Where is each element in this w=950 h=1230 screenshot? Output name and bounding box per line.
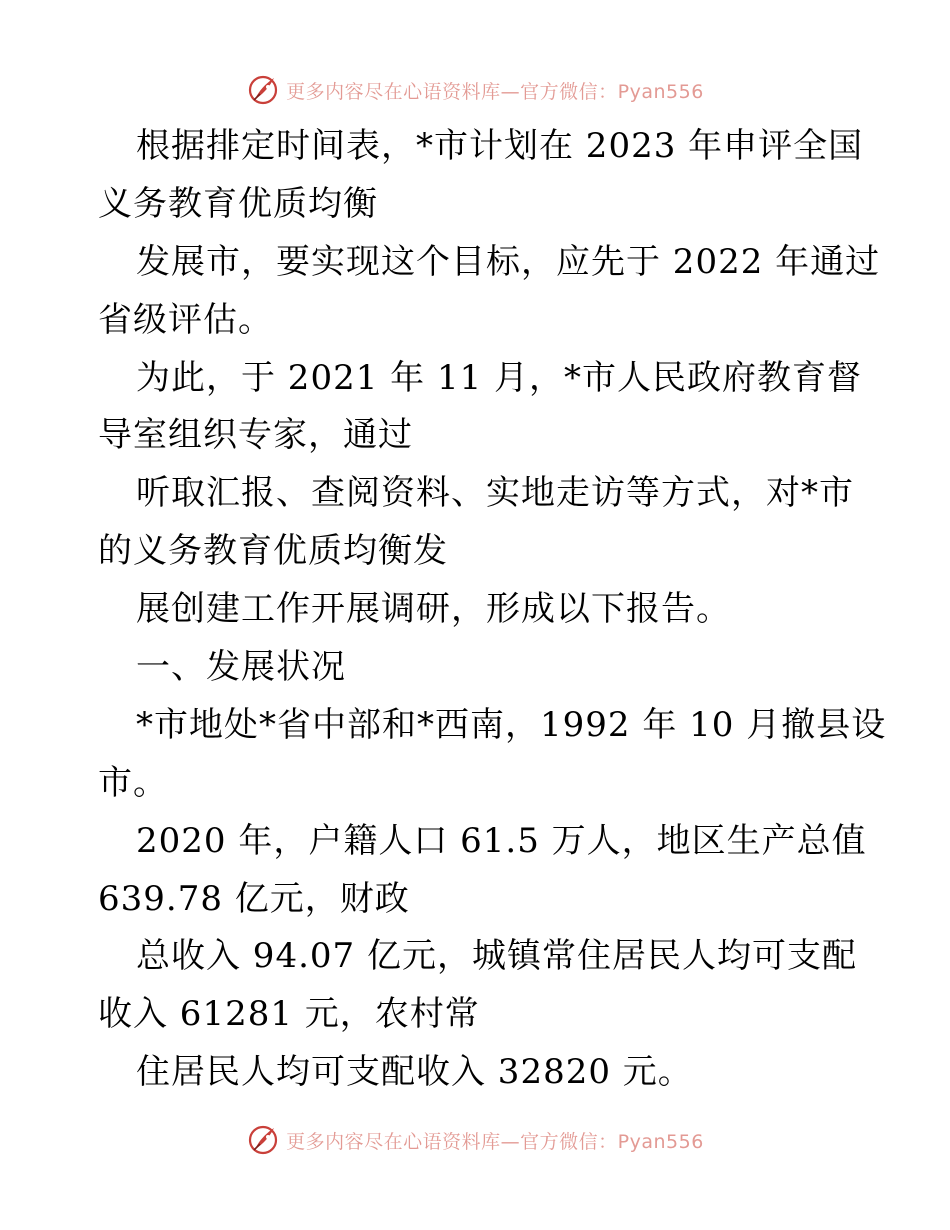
feather-pen-logo-icon — [246, 1123, 280, 1157]
header-watermark-banner — [0, 70, 950, 110]
text-line: 639.78 亿元，财政 — [98, 878, 410, 919]
text-line: 导室组织专家，通过 — [98, 415, 413, 456]
text-line: 为此，于 2021 年 11 月，*市人民政府教育督 — [136, 357, 863, 398]
body-text — [98, 118, 887, 1102]
text-line: *市地处*省中部和*西南，1992 年 10 月撤县设 — [136, 704, 887, 745]
text-line: 的义务教育优质均衡发 — [98, 531, 448, 572]
text-line: 2020 年，户籍人口 61.5 万人，地区生产总值 — [136, 820, 867, 861]
text-line: 展创建工作开展调研，形成以下报告。 — [136, 589, 731, 630]
text-line: 省级评估。 — [98, 299, 273, 340]
text-line: 根据排定时间表，*市计划在 2023 年申评全国 — [136, 126, 864, 166]
banner-text: 更多内容尽在心语资料库—官方微信：Pyan556 — [286, 1130, 704, 1153]
text-line: 住居民人均可支配收入 32820 元。 — [136, 1052, 693, 1093]
footer-watermark-banner — [0, 1120, 950, 1160]
text-line: 义务教育优质均衡 — [98, 183, 378, 224]
text-line: 市。 — [98, 762, 168, 803]
text-line: 一、发展状况 — [136, 647, 346, 688]
text-line: 总收入 94.07 亿元，城镇常住居民人均可支配 — [136, 936, 857, 977]
text-line: 听取汇报、查阅资料、实地走访等方式，对*市 — [136, 473, 854, 514]
feather-pen-logo-icon — [246, 73, 280, 107]
text-line: 发展市，要实现这个目标，应先于 2022 年通过 — [136, 241, 881, 282]
banner-text: 更多内容尽在心语资料库—官方微信：Pyan556 — [286, 80, 704, 103]
text-line: 收入 61281 元，农村常 — [98, 994, 480, 1035]
